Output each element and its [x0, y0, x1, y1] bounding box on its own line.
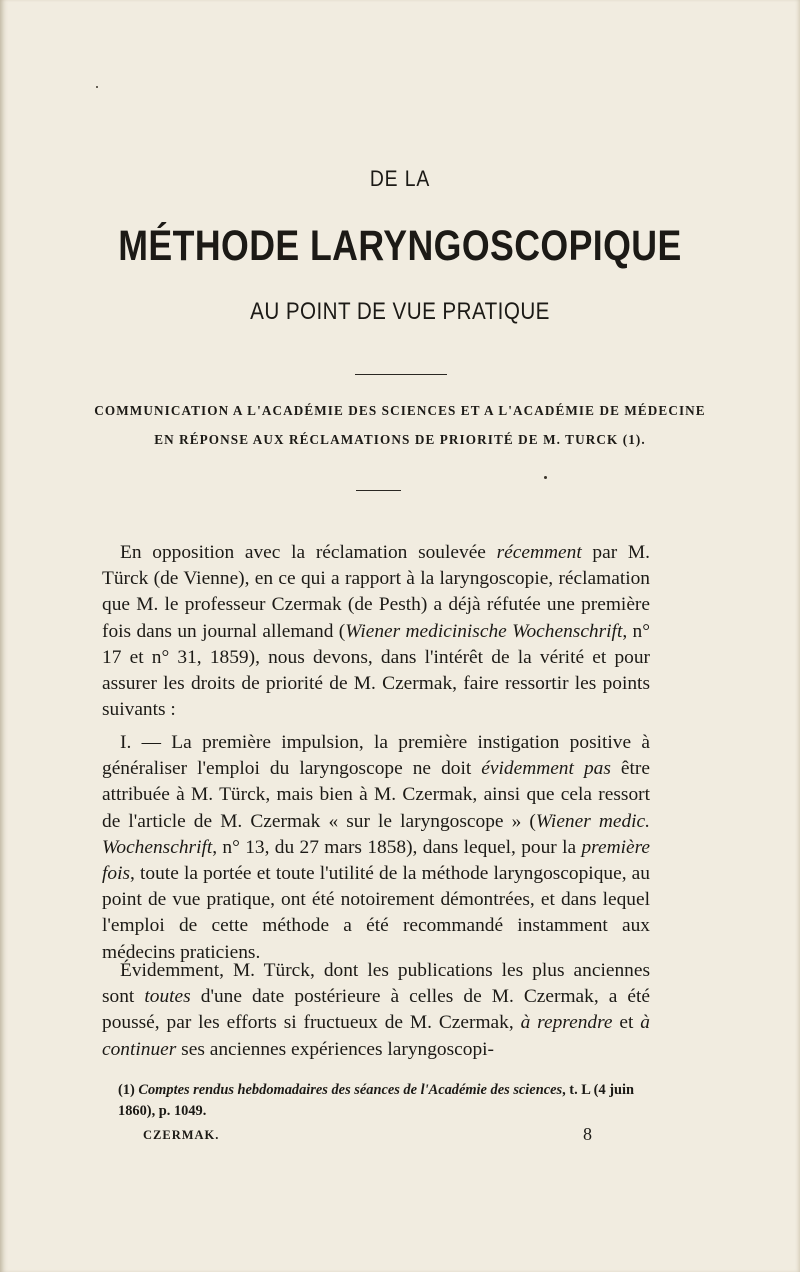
- p2-text-c: être attribuée à M. Türck, mais bien à M. Czermak, ainsi que cela ressort de l'article de M. Czermak « sur le laryngoscope » (: [102, 758, 650, 832]
- body-paragraph-2: [102, 730, 650, 966]
- p1-text-c: par M. Türck (de Vienne), en ce qui a rapport à la laryngoscopie, réclamation que M. le professeur Czermak (de Pesth) a déjà réfutée une première fois dans un journal allemand (: [102, 542, 651, 642]
- p1-text-e: , n° 17 et n° 31, 1859), nous devons, dans l'intérêt de la vérité et pour assurer les droits de priorité de M. Czermak, faire ressortir les points suivants :: [102, 620, 650, 721]
- p2-italic-f: première fois: [102, 836, 650, 885]
- divider-rule-top: [355, 374, 447, 375]
- footnote: [118, 1080, 654, 1122]
- p1-italic-d: Wiener medicinische Wochenschrift: [345, 620, 623, 642]
- divider-rule-bottom: [356, 490, 401, 491]
- ink-speck: [96, 86, 98, 88]
- communication-line-1: COMMUNICATION A L'ACADÉMIE DES SCIENCES ET A L'ACADÉMIE DE MÉDECINE: [94, 403, 706, 418]
- p2-text-g: , toute la portée et toute l'utilité de la méthode laryngoscopique, au point de vue pratique, ont été notoirement démontrées, et dans lequel l'emploi de cette méthode a été recommandé instamment aux médecins praticiens.: [102, 863, 650, 963]
- p3-text-c: d'une date postérieure à celles de M. Czermak, a été poussé, par les efforts si fructueux de M. Czermak,: [102, 986, 650, 1034]
- p2-text-a: I. — La première impulsion, la première instigation positive à généraliser l'emploi du laryngoscope ne doit: [102, 732, 650, 780]
- communication-line-2: EN RÉPONSE AUX RÉCLAMATIONS DE PRIORITÉ DE M. TURCK (1).: [154, 432, 646, 447]
- p1-text-a: En opposition avec la réclamation soulevée: [120, 542, 497, 563]
- p3-text-e: et: [612, 1012, 641, 1034]
- p1-italic-b: récemment: [496, 542, 582, 563]
- p2-italic-b: évidemment pas: [481, 758, 611, 780]
- p2-text-e: , n° 13, du 27 mars 1858), dans lequel, pour la: [212, 836, 582, 858]
- printer-signature: CZERMAK.: [143, 1128, 220, 1142]
- p3-text-g: ses anciennes expériences laryngoscopi-: [176, 1038, 494, 1060]
- p3-italic-b: toutes: [144, 986, 191, 1008]
- subtitle: AU POINT DE VUE PRATIQUE: [250, 298, 550, 325]
- p3-italic-d: à reprendre: [520, 1012, 613, 1034]
- p2-italic-d: Wiener medic. Wochenschrift: [102, 810, 651, 858]
- page-number: 8: [583, 1124, 592, 1144]
- heading-de-la: DE LA: [369, 166, 431, 191]
- footnote-journal: Comptes rendus hebdomadaires des séances de l'Académie des sciences: [138, 1082, 563, 1098]
- footnote-reference: , t. L (4 juin 1860), p. 1049.: [118, 1082, 635, 1119]
- ink-speck: [544, 476, 547, 479]
- body-paragraph-1: [102, 540, 650, 723]
- p3-italic-f: à continuer: [102, 1012, 650, 1060]
- page-title: MÉTHODE LARYNGOSCOPIQUE: [118, 222, 682, 270]
- body-paragraph-3: [102, 958, 650, 1063]
- footnote-marker: (1): [118, 1082, 139, 1098]
- p3-text-a: Évidemment, M. Türck, dont les publications les plus anciennes sont: [102, 960, 650, 1008]
